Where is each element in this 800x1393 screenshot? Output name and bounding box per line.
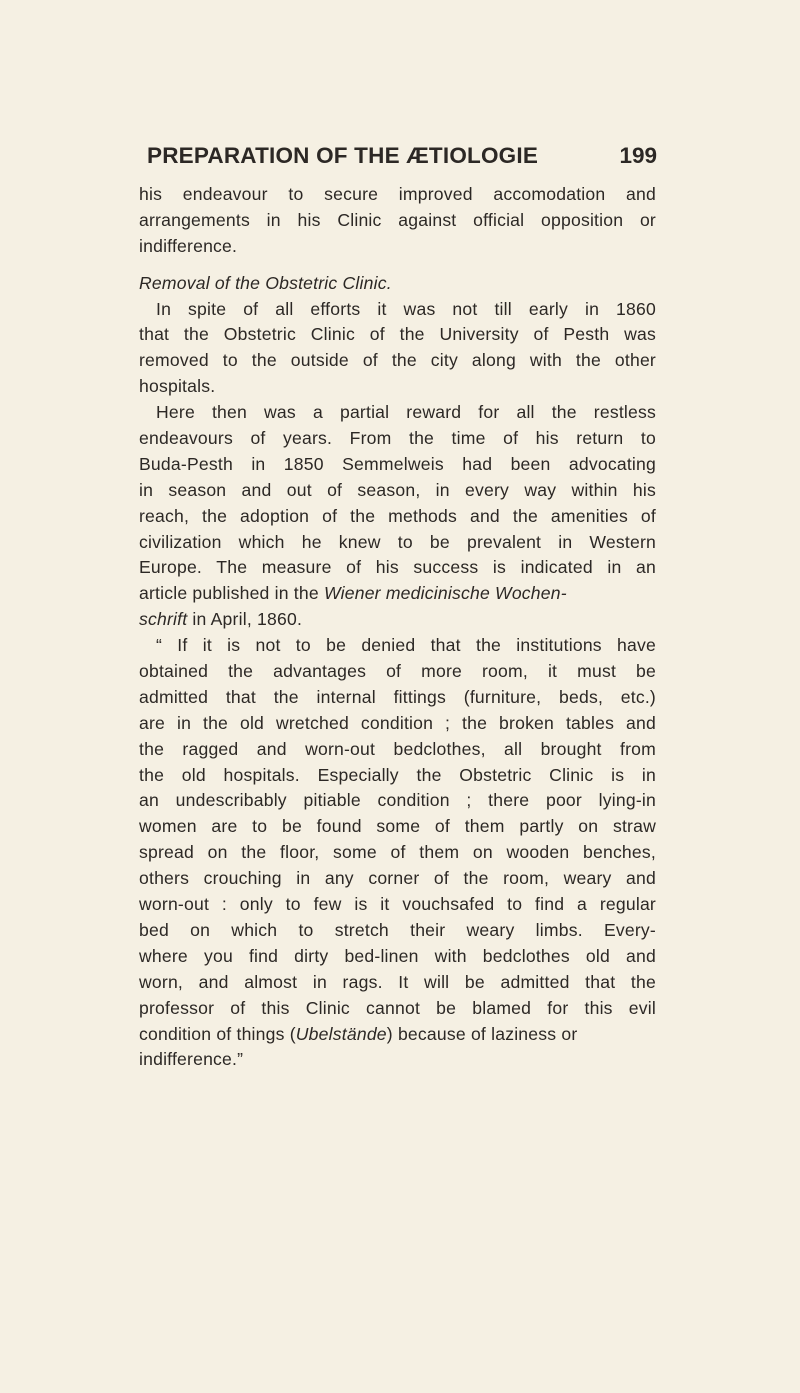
text-line: his endeavour to secure improved accomodation and xyxy=(139,184,656,204)
paragraph-removal xyxy=(139,297,656,401)
text-line-mixed xyxy=(139,581,656,607)
text-run: article published in the xyxy=(139,583,324,604)
text-line: the old hospitals. Especially the Obstetric Clinic is in xyxy=(139,764,656,785)
running-title: PREPARATION OF THE ÆTIOLOGIE xyxy=(147,143,539,168)
text-line: hospitals. xyxy=(139,376,216,397)
text-line: Buda-Pesth in 1850 Semmelweis had been advocating xyxy=(139,453,656,474)
text-line: obtained the advantages of more room, it must be xyxy=(139,661,656,682)
text-run: condition of things ( xyxy=(139,1023,296,1044)
text-line: Europe. The measure of his success is indicated in an xyxy=(139,557,656,578)
text-line: others crouching in any corner of the room, weary and xyxy=(139,868,656,889)
body-text xyxy=(139,182,656,1073)
text-line: are in the old wretched condition ; the broken tables and xyxy=(139,712,656,733)
text-line: an undescribably pitiable condition ; there poor lying-in xyxy=(139,790,656,811)
text-line: arrangements in his Clinic against official opposition or xyxy=(139,209,656,230)
text-line: removed to the outside of the city along with the other xyxy=(139,350,656,371)
text-line: professor of this Clinic cannot be blamed for this evil xyxy=(139,997,656,1018)
text-line: worn-out : only to few is it vouchsafed to find a regular xyxy=(139,894,656,915)
paragraph-continuation xyxy=(139,182,656,260)
text-line: bed on which to stretch their weary limbs. Every- xyxy=(139,919,656,940)
text-line: the ragged and worn-out bedclothes, all brought from xyxy=(139,738,656,759)
text-line-mixed xyxy=(139,607,656,633)
text-line-mixed xyxy=(139,1022,656,1048)
text-line: worn, and almost in rags. It will be admitted that the xyxy=(139,971,656,992)
section-gap xyxy=(139,260,656,271)
text-line: women are to be found some of them partly on straw xyxy=(139,816,656,837)
paragraph-quotation xyxy=(139,633,656,1073)
text-line: reach, the adoption of the methods and the amenities of xyxy=(139,505,656,526)
text-run: in April, 1860. xyxy=(187,609,303,630)
text-line: endeavours of years. From the time of his return to xyxy=(139,428,656,449)
text-line: “ If it is not to be denied that the institutions have xyxy=(156,635,656,656)
text-line: indifference.” xyxy=(139,1049,244,1070)
text-line: where you find dirty bed-linen with bedclothes old and xyxy=(139,945,656,966)
text-line: in season and out of season, in every way within his xyxy=(139,479,656,500)
text-line: indifference. xyxy=(139,235,238,256)
italic-text-run: Ubelstände xyxy=(295,1023,387,1044)
text-line: admitted that the internal fittings (furniture, beds, etc.) xyxy=(139,686,656,707)
text-run: ) because of laziness or xyxy=(386,1023,578,1044)
section-heading: Removal of the Obstetric Clinic. xyxy=(139,272,392,293)
text-line: that the Obstetric Clinic of the University of Pesth was xyxy=(139,324,656,345)
text-line: In spite of all efforts it was not till early in 1860 xyxy=(156,298,656,319)
running-head xyxy=(147,143,657,173)
text-line: spread on the floor, some of them on wooden benches, xyxy=(139,842,656,863)
italic-text-run: Wiener medicinische Wochen- xyxy=(323,583,567,604)
page-number: 199 xyxy=(619,143,657,168)
italic-text-run: schrift xyxy=(139,609,188,630)
text-line: civilization which he knew to be prevalent in Western xyxy=(139,531,656,552)
section-heading-block xyxy=(139,271,656,297)
text-line: Here then was a partial reward for all the restless xyxy=(156,402,656,423)
paragraph-reward xyxy=(139,400,656,633)
